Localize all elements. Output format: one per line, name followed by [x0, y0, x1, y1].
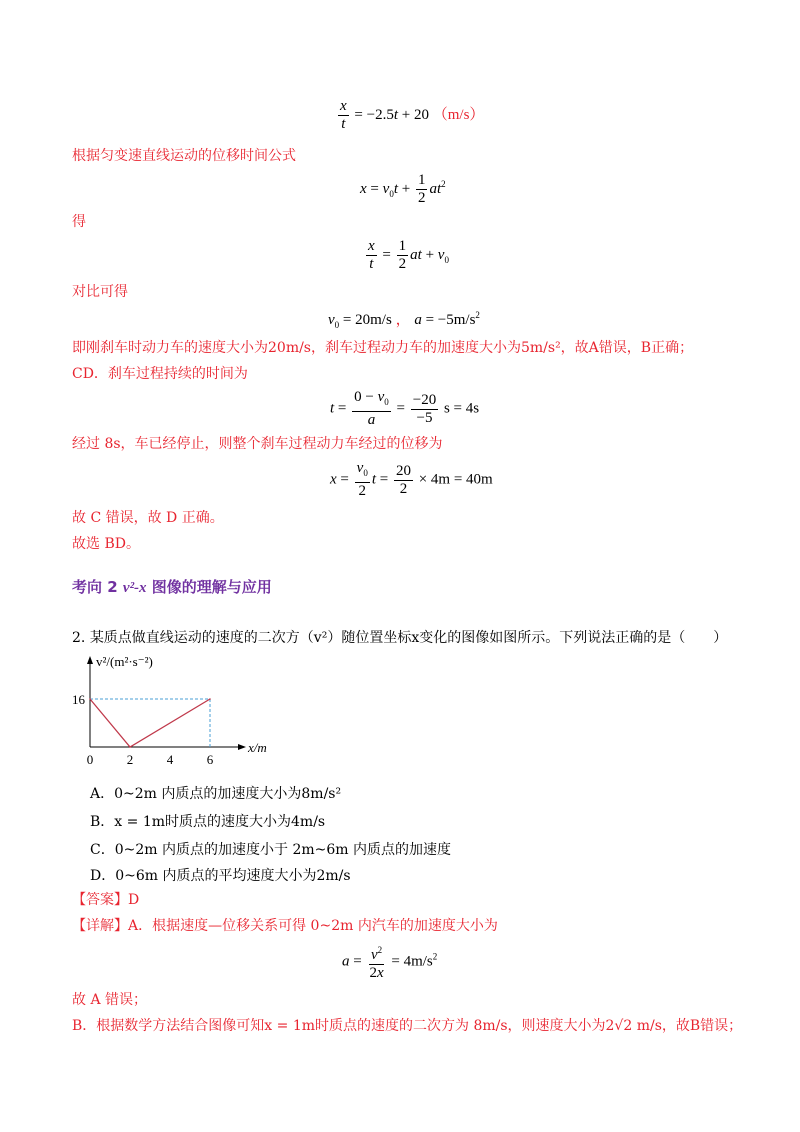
- after-8s: 经过 8s，车已经停止，则整个刹车过程动力车经过的位移为: [72, 436, 443, 452]
- answer-line: [72, 890, 139, 910]
- text-cd: CD．刹车过程持续的时间为: [72, 366, 248, 382]
- equation-1: $\frac{x}{t}$ = −2.5t + 20 （m/s）: [340, 98, 485, 132]
- answer-label: 【答案】: [72, 892, 128, 908]
- fraction-x-over-t: $\frac{x}{t}$: [340, 98, 347, 132]
- equation-2: $x = v_0t$ + $\frac{1}{2}$ $at^2$: [360, 172, 446, 206]
- question-number: 2.: [72, 630, 86, 646]
- series-line-0: [90, 699, 210, 747]
- y-axis-arrow: [87, 656, 93, 664]
- equation-3: $\frac{x}{t}$ = $\frac{1}{2}$ at + $v_0$: [368, 238, 449, 272]
- option-c: [90, 840, 451, 860]
- option-b-letter: B．: [90, 814, 115, 830]
- equation-7: a = $\frac{v^2}{2x}$ = $4m/s^2$: [342, 942, 437, 982]
- question-text: 某质点做直线运动的速度的二次方（v²）随位置坐标x变化的图像如图所示。下列说法正确的是（ ）: [89, 630, 728, 646]
- equation-6: x = $\frac{v_0}{2}$ t = $\frac{20}{2}$ × 4m = 40m: [330, 460, 493, 499]
- c-wrong: 故 C 错误，故 D 正确。: [72, 510, 224, 526]
- answer-value: D: [128, 892, 140, 908]
- choose-bd: 故选 BD。: [72, 536, 140, 552]
- heading-math: v²-x: [122, 580, 147, 596]
- x-tick-label-2: 2: [126, 752, 134, 767]
- option-b-text: x = 1m时质点的速度大小为4m/s: [114, 814, 326, 830]
- detail-label: 【详解】: [72, 918, 128, 934]
- option-d: [90, 866, 351, 886]
- formula-intro: 根据匀变速直线运动的位移时间公式: [72, 148, 296, 164]
- heading-prefix: 考向 2: [72, 578, 118, 596]
- option-d-text: 0~6m 内质点的平均速度大小为2m/s: [115, 868, 351, 884]
- option-a-letter: A．: [90, 786, 115, 802]
- detail-text: A．根据速度—位移关系可得 0~2m 内汽车的加速度大小为: [128, 918, 498, 934]
- y-tick-label-16: 16: [72, 692, 85, 707]
- y-axis-label: v²/(m²·s⁻²): [96, 654, 153, 669]
- v2-x-chart: [60, 650, 290, 772]
- data-point-2: [209, 698, 211, 700]
- option-b: [90, 812, 325, 832]
- option-d-letter: D．: [90, 868, 116, 884]
- b-explanation: B．根据数学方法结合图像可知x = 1m时质点的速度的二次方为 8m/s，则速度大小为2√2 m/s，故B错误；: [72, 1018, 743, 1034]
- section-heading: [72, 576, 272, 597]
- data-point-0: [89, 698, 91, 700]
- x-axis-arrow: [238, 744, 246, 750]
- detail-line: [72, 916, 498, 936]
- heading-suffix: 图像的理解与应用: [151, 578, 272, 596]
- x-tick-label-6: 6: [206, 752, 214, 767]
- equation-5: t = $\frac{0 - v_0}{a}$ = $\frac{-20}{-5}$ s = 4s: [330, 389, 480, 428]
- unit-label: （m/s）: [432, 106, 485, 123]
- option-c-text: 0~2m 内质点的加速度小于 2m~6m 内质点的加速度: [114, 842, 451, 858]
- a-wrong: 故 A 错误；: [72, 992, 148, 1008]
- text-de: 得: [72, 214, 86, 230]
- data-point-1: [129, 746, 131, 748]
- x-axis-label: x/m: [248, 740, 267, 755]
- question-stem: [72, 628, 727, 648]
- x-tick-label-4: 4: [166, 752, 174, 767]
- equation-4: $v_0 = 20m/s$ ， $a = -5m/s^2$: [328, 310, 480, 330]
- result-1: 即刚刹车时动力车的速度大小为20m/s，刹车过程动力车的加速度大小为5m/s²，故A错误，B正确；: [72, 340, 694, 356]
- x-tick-label-0: 0: [86, 752, 94, 767]
- option-c-letter: C．: [90, 842, 115, 858]
- option-a-text: 0~2m 内质点的加速度大小为8m/s²: [114, 786, 342, 802]
- option-a: [90, 784, 341, 804]
- text-compare: 对比可得: [72, 284, 128, 300]
